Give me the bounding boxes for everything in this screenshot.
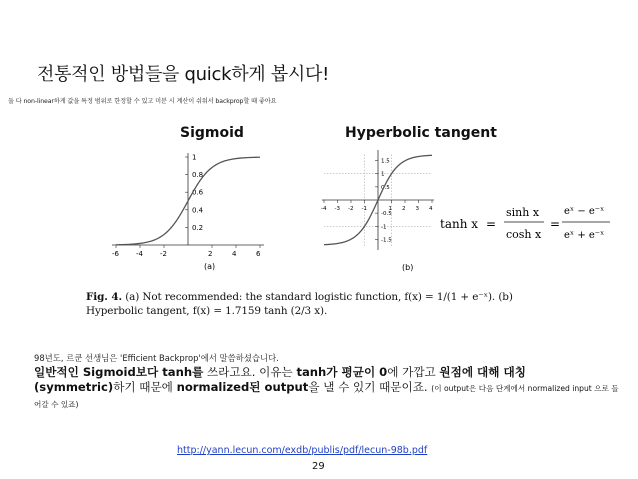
tanh-xtick-label: -3	[334, 206, 340, 212]
formula-eq2: =	[550, 217, 561, 231]
body-bold-5: normalized된 output	[176, 380, 309, 394]
tanh-xtick-label: 3	[415, 206, 419, 212]
sigmoid-ticks	[112, 154, 261, 259]
sigmoid-xtick-label: -4	[136, 250, 143, 258]
tanh-ytick-label: -1.5	[381, 237, 392, 244]
tanh-plot	[318, 148, 438, 278]
body-bold-3: 원점에 대해 대칭	[439, 365, 526, 379]
sigmoid-xtick-label: -6	[112, 250, 119, 258]
body-bold-2: tanh가 평균이 0	[296, 365, 388, 379]
formula-eq1: =	[486, 217, 497, 231]
formula-den2: eˣ + e⁻ˣ	[564, 230, 605, 241]
sigmoid-plot	[108, 145, 268, 275]
sigmoid-xtick-label: 2	[208, 250, 213, 258]
tanh-xtick-label: 2	[402, 206, 406, 212]
tanh-xtick-label: 4	[429, 206, 433, 212]
caption-fig-label: Fig. 4.	[86, 291, 122, 303]
tanh-xtick-label: -2	[348, 206, 354, 212]
sigmoid-ytick-label: 1	[192, 153, 197, 162]
paper-link[interactable]: http://yann.lecun.com/exdb/publis/pdf/lecun-98b.pdf	[177, 445, 428, 456]
body-small-note: (이 output은 다음 단계에서 normalized input 으로 들어갈 수 있죠)	[34, 384, 619, 409]
formula-lhs: tanh x	[440, 217, 479, 231]
caption-text: (a) Not recommended: the standard logistic function, f(x) = 1/(1 + e⁻ˣ). (b) Hyperbolic tangent, f(x) = 1.7159 tanh (2/3 x).	[86, 291, 513, 317]
tanh-ytick-label: 1	[381, 171, 385, 178]
tanh-ytick-label: -0.5	[381, 211, 392, 218]
panel-b-label: (b)	[402, 263, 414, 272]
slide-subtitle: 둘 다 non-linear하게 값을 특정 범위로 한정할 수 있고 미분 시 계산이 쉬워서 backprop할 때 좋아요	[8, 98, 277, 105]
slide-title: 전통적인 방법들을 quick하게 봅시다!	[37, 64, 329, 85]
sigmoid-ytick-label: 0.6	[192, 188, 204, 197]
formula-den1: cosh x	[506, 228, 542, 241]
tanh-ytick-label: 0.5	[381, 184, 390, 191]
body-bold-4: (symmetric)	[34, 380, 114, 394]
body-plain-3: 하기 때문에	[113, 380, 177, 394]
sigmoid-xtick-label: 6	[256, 250, 261, 258]
tanh-xtick-label: -4	[321, 206, 327, 212]
intro-text: 98년도, 르쿤 선생님은 'Efficient Backprop'에서 말씀하셨습니다.	[34, 353, 279, 363]
formula-num2: eˣ − e⁻ˣ	[564, 206, 605, 217]
tanh-formula	[440, 192, 612, 254]
tanh-label: Hyperbolic tangent	[345, 125, 497, 141]
sigmoid-ytick-label: 0.2	[192, 223, 204, 232]
body-bold-1: 일반적인 Sigmoid보다 tanh를	[34, 365, 204, 379]
formula-num1: sinh x	[506, 206, 540, 219]
body-plain-4: 을 낼 수 있기 때문이죠.	[308, 380, 432, 394]
tanh-xtick-label: -1	[361, 206, 367, 212]
sigmoid-xtick-label: -2	[160, 250, 167, 258]
panel-a-label: (a)	[204, 262, 216, 271]
tanh-ytick-label: -1	[381, 224, 387, 231]
tanh-xtick-label: 1	[388, 206, 392, 212]
sigmoid-xtick-label: 4	[232, 250, 237, 258]
body-text	[34, 365, 624, 412]
figure-caption	[86, 290, 556, 318]
sigmoid-ytick-label: 0.8	[192, 171, 204, 180]
page-number: 29	[312, 461, 325, 472]
body-plain-1: 쓰라고요. 이유는	[203, 365, 297, 379]
body-plain-2: 에 가깝고	[387, 365, 440, 379]
sigmoid-label: Sigmoid	[180, 125, 244, 141]
tanh-ytick-label: 1.5	[381, 158, 390, 165]
sigmoid-ytick-label: 0.4	[192, 206, 204, 215]
